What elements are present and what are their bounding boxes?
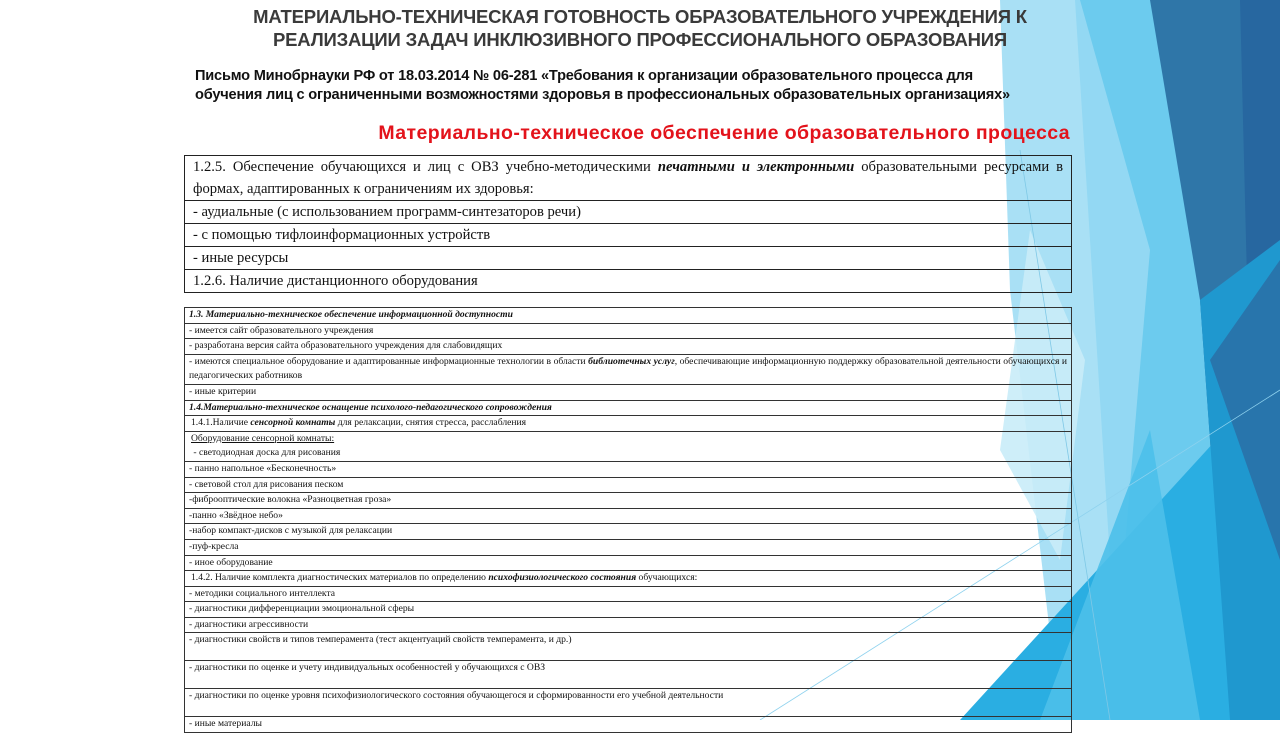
table-cell: - иные ресурсы [185,247,1072,270]
diagnostic-item: - диагностики по оценке и учету индивидуальных особенностей у обучающихся с ОВЗ [185,661,1072,689]
table-cell: - имеется сайт образовательного учреждения [185,323,1072,339]
equipment-item: - иное оборудование [185,555,1072,571]
equipment-item: - светодиодная доска для рисования [191,447,341,459]
table-row [185,461,1072,477]
table-row [185,555,1072,571]
table-row [185,633,1072,661]
table-row [185,717,1072,733]
table-row [185,477,1072,493]
cell-text: 1.2.5. Обеспечение обучающихся и лиц с ОВЗ учебно-методическими [193,159,658,175]
resources-table [184,155,1072,293]
cell-text: образовательными ресурсами в формах, адаптированных к ограничениям их здоровья: [193,159,1064,197]
table-row [185,323,1072,339]
equipment-table [184,307,1072,733]
equipment-item: -фиброоптические волокна «Разноцветная гроза» [185,493,1072,509]
diagnostic-item: - диагностики по оценке уровня психофизиологического состояния обучающегося и сформированности его учебной деятельности [185,689,1072,717]
cell-text: 1.4.1.Наличие [191,417,251,429]
table-row [185,416,1072,432]
cell-emphasis: библиотечных услуг [588,355,675,367]
cell-text: 1.4.2. Наличие комплекта диагностических материалов по определению [191,572,489,584]
diagnostic-item: - диагностики дифференциации эмоциональной сферы [185,602,1072,618]
section-subtitle: Материально-техническое обеспечение образовательного процесса [378,122,1070,144]
cell-text: , обеспечивающие информационную поддержку образовательной деятельности обучающихся и педагогических работников [189,355,1067,382]
equipment-item: - панно напольное «Бесконечность» [185,461,1072,477]
title-line-1: МАТЕРИАЛЬНО-ТЕХНИЧЕСКАЯ ГОТОВНОСТЬ ОБРАЗОВАТЕЛЬНОГО УЧРЕЖДЕНИЯ К [253,6,1027,27]
letter-reference [195,67,1115,105]
table-row [185,354,1072,384]
section-heading-1-4: 1.4.Материально-техническое оснащение психолого-педагогического сопровождения [185,400,1072,416]
equipment-item: -набор компакт-дисков с музыкой для релаксации [185,524,1072,540]
equipment-item: -панно «Звёдное небо» [185,508,1072,524]
table-row [185,201,1072,224]
table-cell: - разработана версия сайта образовательного учреждения для слабовидящих [185,339,1072,355]
table-row [185,524,1072,540]
table-cell: 1.2.6. Наличие дистанционного оборудования [185,270,1072,293]
cell-text: обучающихся: [636,572,698,584]
table-row [185,400,1072,416]
diagnostic-item: - методики социального интеллекта [185,586,1072,602]
table-row [185,617,1072,633]
cell-text: для релаксации, снятия стресса, расслабления [335,417,527,429]
section-heading-1-3: 1.3. Материально-техническое обеспечение информационной доступности [185,308,1072,324]
table-row [185,270,1072,293]
cell-emphasis: сенсорной комнаты [250,417,336,429]
diagnostic-item: - диагностики свойств и типов темперамента (тест акцентуаций свойств темперамента, и др.) [185,633,1072,661]
table-row [185,689,1072,717]
title-line-2: РЕАЛИЗАЦИИ ЗАДАЧ ИНКЛЮЗИВНОГО ПРОФЕССИОНАЛЬНОГО ОБРАЗОВАНИЯ [273,29,1007,50]
equipment-heading: Оборудование сенсорной комнаты: [191,432,335,444]
table-row [185,602,1072,618]
table-cell: - иные критерии [185,384,1072,400]
table-row [185,493,1072,509]
table-cell: - аудиальные (с использованием программ-синтезаторов речи) [185,201,1072,224]
equipment-item: -пуф-кресла [185,539,1072,555]
table-cell [185,416,1072,432]
table-row [185,571,1072,587]
table-cell [185,431,1072,461]
table-cell [185,354,1072,384]
table-row [185,661,1072,689]
table-cell [185,156,1072,201]
slide-title [180,5,1100,51]
equipment-item: - световой стол для рисования песком [185,477,1072,493]
table-row [185,156,1072,201]
cell-emphasis: печатными и электронными [657,159,855,175]
table-row [185,586,1072,602]
cell-text: - имеются специальное оборудование и адаптированные информационные технологии в области [189,355,589,367]
table-row [185,384,1072,400]
letter-line-2: обучения лиц с ограниченными возможностями здоровья в профессиональных образовательных организациях» [195,87,1010,103]
letter-line-1: Письмо Минобрнауки РФ от 18.03.2014 № 06-281 «Требования к организации образовательного процесса для [195,68,973,84]
table-row [185,508,1072,524]
diagnostic-item: - иные материалы [185,717,1072,733]
diagnostic-item: - диагностики агрессивности [185,617,1072,633]
table-row [185,339,1072,355]
table-row [185,224,1072,247]
table-row [185,431,1072,461]
table-row [185,308,1072,324]
table-cell [185,571,1072,587]
table-row [185,539,1072,555]
table-cell: - с помощью тифлоинформационных устройств [185,224,1072,247]
table-row [185,247,1072,270]
cell-emphasis: психофизиологического состояния [488,572,637,584]
